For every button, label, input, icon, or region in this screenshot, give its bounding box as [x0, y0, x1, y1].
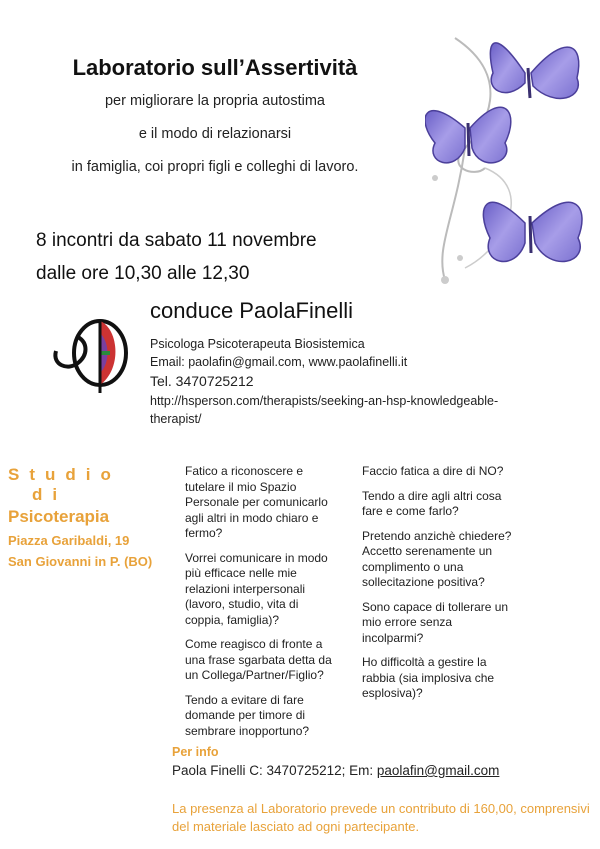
- question-item: Ho difficoltà a gestire la rabbia (sia implosiva che esplosiva)?: [362, 655, 495, 700]
- fee-note: La presenza al Laboratorio prevede un contributo di 160,00, comprensivi del materiale lasciato ad ogni partecipante.: [172, 801, 590, 834]
- butterfly-bottom-icon: [483, 202, 582, 261]
- subtitle-line-3: in famiglia, coi propri figli e colleghi di lavoro.: [71, 159, 359, 175]
- schedule-line-2: dalle ore 10,30 alle 12,30: [36, 263, 250, 284]
- question-item: Vorrei comunicare in modo più efficace nelle mie relazioni interpersonali (lavoro, studio, vita di coppia, famiglia)?: [185, 550, 328, 627]
- butterfly-top-icon: [490, 43, 578, 99]
- schedule-line-1: 8 incontri da sabato 11 novembre: [36, 230, 317, 251]
- studio-heading: [8, 465, 160, 505]
- contact-prefix: Paola Finelli C: 3470725212; Em:: [172, 763, 377, 778]
- logo-mark: [48, 313, 138, 398]
- professional-email-web: Email: paolafin@gmail.com, www.paolafinelli.it: [150, 355, 408, 369]
- question-item: Sono capace di tollerare un mio errore senza incolparmi?: [362, 599, 509, 645]
- studio-word: Studio: [8, 465, 121, 484]
- subtitle-line-2: e il modo di relazionarsi: [138, 126, 292, 142]
- contact-email-link[interactable]: paolafin@gmail.com: [376, 763, 500, 778]
- info-heading: Per info: [172, 745, 219, 759]
- butterfly-middle-icon: [425, 107, 511, 163]
- studio-block: [8, 465, 160, 569]
- studio-word-di: di: [32, 485, 68, 504]
- subtitle-line-1: per migliorare la propria autostima: [104, 93, 325, 109]
- professional-role: Psicologa Psicoterapeuta Biosistemica: [150, 337, 365, 351]
- questions-left-column: [185, 464, 335, 748]
- studio-city: San Giovanni in P. (BO): [8, 554, 153, 569]
- page-title: Laboratorio sull’Assertività: [72, 55, 358, 80]
- studio-address: Piazza Garibaldi, 19: [8, 533, 130, 548]
- conductor-heading: conduce PaolaFinelli: [150, 298, 354, 323]
- questions-right-column: [362, 464, 512, 711]
- website-url-line-1[interactable]: http://hsperson.com/therapists/seeking-an-hsp-knowledgeable-: [150, 394, 499, 408]
- contact-line: [172, 763, 499, 778]
- question-item: Tendo a dire agli altri cosa fare e come farlo?: [362, 488, 502, 518]
- professional-tel: Tel. 3470725212: [150, 373, 254, 389]
- question-item: Tendo a evitare di fare domande per timore di sembrare inopportuno?: [185, 692, 310, 738]
- question-item: Fatico a riconoscere e tutelare il mio Spazio Personale per comunicarlo agli altri in modo chiaro e fermo?: [185, 464, 328, 540]
- question-item: Pretendo anzichè chiedere? Accetto serenamente un complimento o una sollecitazione positiva?: [362, 528, 512, 589]
- question-item: Faccio fatica a dire di NO?: [362, 464, 504, 478]
- question-item: Come reagisco di fronte a una frase sgarbata detta da un Collega/Partner/Figlio?: [185, 637, 332, 682]
- website-url-line-2[interactable]: therapist/: [150, 412, 202, 426]
- studio-subheading: Psicoterapia: [8, 507, 110, 526]
- butterflies-decoration: [425, 18, 595, 290]
